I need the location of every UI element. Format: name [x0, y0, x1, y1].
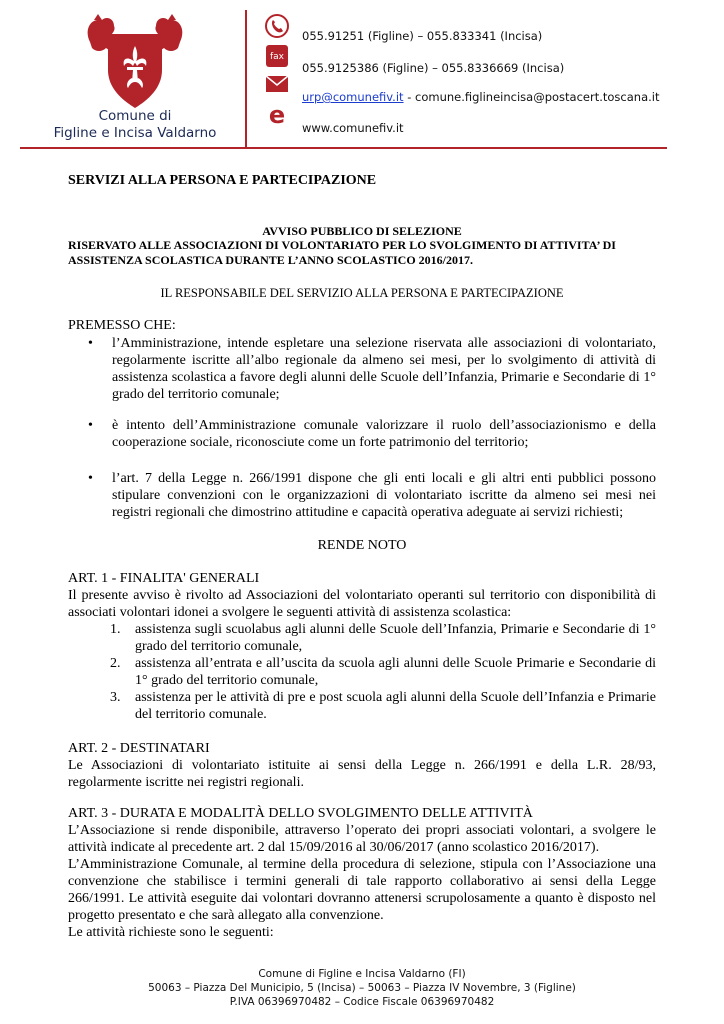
footer-comune: Comune di Figline e Incisa Valdarno (FI)	[258, 968, 466, 980]
art1-item-3-number: 3.	[110, 690, 121, 705]
premesso-heading: PREMESSO CHE:	[68, 318, 176, 333]
section-title: SERVIZI ALLA PERSONA E PARTECIPAZIONE	[68, 173, 377, 188]
comune-name	[40, 108, 230, 142]
bullet-mark-2: •	[88, 418, 93, 433]
premesso-item-1: l’Amministrazione, intende espletare una selezione riservata alle associazioni di volontariato, regolarmente iscritte all’albo regionale da almeno sei mesi, per lo svolgimento di attività di assistenza scolastica a favore degli alunni delle Scuole dell’Infanzia, Primarie e Secondarie di 1° grado del territorio comunale;	[112, 336, 656, 402]
art3-paragraph-3: Le attività richieste sono le seguenti:	[68, 925, 274, 940]
notice-title: AVVISO PUBBLICO DI SELEZIONE	[262, 224, 462, 238]
header-divider-right	[247, 147, 667, 149]
art1-item-1-number: 1.	[110, 622, 121, 637]
fax-icon-label: fax	[269, 52, 285, 62]
art2-text: Le Associazioni di volontariato istituite ai sensi della Legge n. 266/1991 e della L.R. 28/93, regolarmente iscritte nei registri regionali.	[68, 758, 656, 790]
phone-icon	[265, 14, 289, 38]
footer-tax-ids: P.IVA 06396970482 – Codice Fiscale 06396970482	[229, 996, 495, 1008]
fax-icon	[265, 44, 289, 68]
art1-item-2-number: 2.	[110, 656, 121, 671]
header-divider-left	[20, 147, 248, 149]
header-vertical-divider	[245, 10, 247, 148]
responsible-heading: IL RESPONSABILE DEL SERVIZIO ALLA PERSONA E PARTECIPAZIONE	[160, 286, 564, 300]
rende-noto-heading: RENDE NOTO	[317, 538, 407, 553]
comune-name-line1: Comune di	[98, 108, 172, 124]
email-icon	[265, 72, 289, 96]
fax-numbers: 055.9125386 (Figline) – 055.8336669 (Incisa)	[302, 61, 565, 75]
phone-numbers: 055.91251 (Figline) – 055.833341 (Incisa)	[302, 29, 543, 43]
art1-title: ART. 1 - FINALITA' GENERALI	[68, 571, 260, 586]
web-icon-letter: e	[268, 102, 286, 126]
art1-item-1: assistenza sugli scuolabus agli alunni delle Scuole dell’Infanzia, Primarie e Secondarie di 1° grado del territorio comunale,	[135, 622, 656, 654]
art3-paragraph-2: L’Amministrazione Comunale, al termine della procedura di selezione, stipula con l’Associazione una convenzione che stabilisce i termini generali di tale rapporto collaborativo ai sensi della Legge 266/1991. Le attività eseguite dai volontari dovranno attenersi scrupolosamente a quanto è disposto nel progetto presentato e che sarà allegato alla convenzione.	[68, 857, 656, 923]
bullet-mark-1: •	[88, 336, 93, 351]
art3-paragraph-1: L’Associazione si rende disponibile, attraverso l’operato dei propri associati volontari, a svolgere le attività indicate al precedente art. 2 dal 15/09/2016 al 30/06/2017 (anno scolastico 2016/2017).	[68, 823, 656, 855]
art1-text: Il presente avviso è rivolto ad Associazioni del volontariato operanti sul territorio con disponibilità di associati volontari idonei a svolgere le seguenti attività di assistenza scolastica:	[68, 588, 656, 620]
notice-subtitle: RISERVATO ALLE ASSOCIAZIONI DI VOLONTARIATO PER LO SVOLGIMENTO DI ATTIVITA’ DI ASSISTENZA SCOLASTICA DURANTE L’ANNO SCOLASTICO 2016/2017.	[68, 238, 616, 267]
web-icon	[265, 102, 289, 126]
footer-address: 50063 – Piazza Del Municipio, 5 (Incisa) – 50063 – Piazza IV Novembre, 3 (Figline)	[148, 982, 576, 994]
email-contacts	[302, 90, 660, 104]
comune-logo	[80, 12, 190, 110]
art3-title: ART. 3 - DURATA E MODALITÀ DELLO SVOLGIMENTO DELLE ATTIVITÀ	[68, 806, 533, 821]
premesso-item-3: l’art. 7 della Legge n. 266/1991 dispone che gli enti locali e gli altri enti pubblici possono stipulare convenzioni con le organizzazioni di volontariato iscritte da almeno sei mesi nei registri regionali che dimostrino attitudine e capacità operativa adeguate ai servizi richiesti;	[112, 471, 656, 520]
art1-item-3: assistenza per le attività di pre e post scuola agli alunni della Scuole dell’Infanzia e Primarie del territorio comunale.	[135, 690, 656, 722]
bullet-mark-3: •	[88, 471, 93, 486]
comune-name-line2: Figline e Incisa Valdarno	[53, 125, 217, 141]
art2-title: ART. 2 - DESTINATARI	[68, 741, 210, 756]
premesso-item-2: è intento dell’Amministrazione comunale valorizzare il ruolo dell’associazionismo e della cooperazione sociale, riconosciute come un forte patrimonio del territorio;	[112, 418, 656, 450]
pec-email: - comune.figlineincisa@postacert.toscana.it	[403, 90, 660, 104]
website[interactable]: www.comunefiv.it	[302, 121, 404, 135]
email-link[interactable]: urp@comunefiv.it	[302, 90, 404, 104]
art1-item-2: assistenza all’entrata e all’uscita da scuola agli alunni delle Scuole Primarie e Secondarie di 1° grado del territorio comunale,	[135, 656, 656, 688]
